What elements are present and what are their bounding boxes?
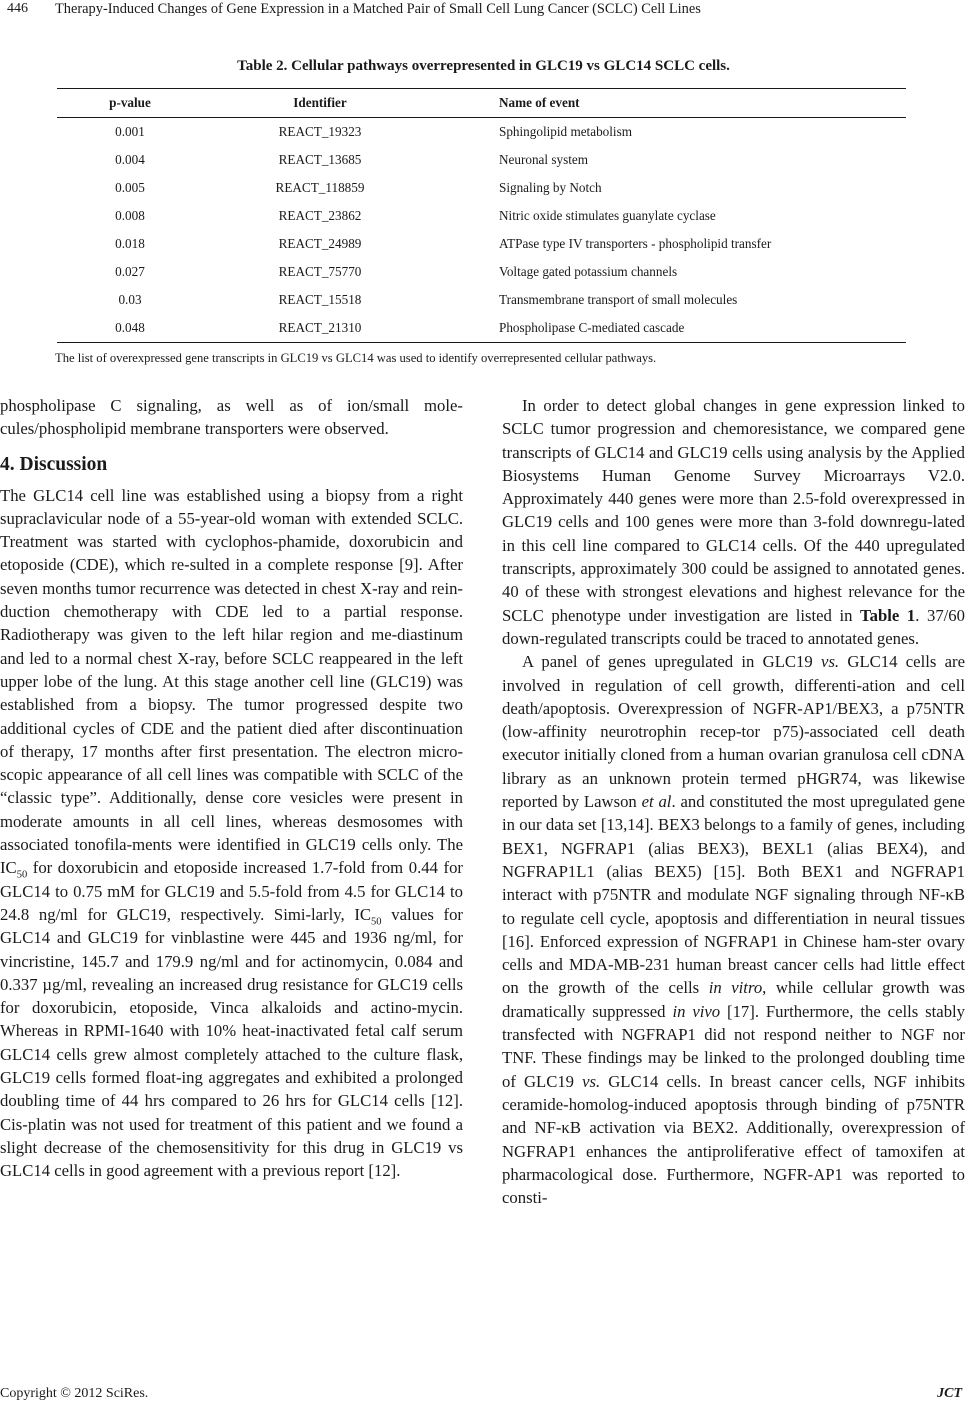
table-row (57, 146, 906, 174)
journal-footer: JCT (937, 1386, 962, 1401)
right-column (502, 394, 965, 1209)
cell-identifier: REACT_75770 (278, 264, 362, 279)
table-bottom-rule (57, 342, 906, 343)
column-header-identifier: Identifier (293, 95, 347, 110)
cell-identifier: REACT_19323 (278, 124, 362, 139)
cell-identifier: REACT_15518 (278, 292, 362, 307)
cell-p-value: 0.018 (115, 236, 145, 251)
text-run: GLC14 cells are involved in regulation of cell growth, differenti-ation and cell death/apoptosis. Overexpression of NGFR-AP1/BEX3, a p75NTR (low-affinity neurotrophin recep-tor p75)-associated cell death executor initially cloned from a human ovarian granulosa cell cDNA library as an unknown protein termed pHGR74, was likewise reported by Lawson (502, 652, 965, 812)
cell-event-name: ATPase type IV transporters - phospholipid transfer (499, 236, 772, 251)
table-note: The list of overexpressed gene transcripts in GLC19 vs GLC14 was used to identify overrepresented cellular pathways. (55, 351, 657, 365)
text-run: A panel of genes upregulated in GLC19 (522, 652, 822, 672)
left-column (0, 394, 463, 1183)
italic-text: in vitro (708, 978, 763, 998)
table-title: Table 2. Cellular pathways overrepresented in GLC19 vs GLC14 SCLC cells. (237, 58, 730, 74)
cell-identifier: REACT_13685 (278, 152, 362, 167)
running-title: Therapy-Induced Changes of Gene Expression in a Matched Pair of Small Cell Lung Cancer (SCLC) Cell Lines (55, 1, 701, 17)
italic-text: vs. (821, 652, 840, 672)
column-header-name-of-event: Name of event (499, 95, 580, 110)
cell-event-name: Transmembrane transport of small molecules (499, 292, 738, 307)
cell-identifier: REACT_23862 (278, 208, 362, 223)
text-run: In order to detect global changes in gene expression linked to SCLC tumor progression and chemoresistance, we compared gene transcripts of GLC14 and GLC19 cells using analysis by the Applied Biosystems Human Genome Survey Microarrays V2.0. Approximately 440 genes were more than 2.5-fold overexpressed in GLC19 cells and 100 genes were more than 3-fold downregu-lated in this cell line compared to GLC14 cells. Of the 440 upregulated transcripts, approximately 300 could be assigned to annotated genes. 40 of these with strongest elevations and highest relevance for the SCLC phenotype under investigation are listed in (502, 396, 965, 625)
text-run: for doxorubicin and etoposide increased 1.7-fold from 0.44 for GLC14 to 0.75 mM for GLC19 and 5.5-fold from 4.5 for GLC14 to 24.8 ng/ml for GLC19, respectively. Simi-larly, IC (0, 858, 463, 924)
cell-p-value: 0.005 (115, 180, 145, 195)
section-heading: 4. Discussion (0, 453, 108, 475)
cell-p-value: 0.004 (115, 152, 145, 167)
cell-event-name: Sphingolipid metabolism (499, 124, 632, 139)
cell-p-value: 0.027 (115, 264, 145, 279)
cell-identifier: REACT_118859 (275, 180, 365, 195)
subscript: 50 (16, 869, 28, 881)
italic-text: in vivo (672, 1001, 721, 1021)
pathways-table (57, 88, 906, 343)
table-row (57, 118, 906, 146)
table-reference: Table 1 (860, 605, 916, 625)
cell-p-value: 0.048 (115, 320, 145, 335)
column-header-p-value: p-value (109, 95, 151, 110)
paragraph (502, 650, 965, 1209)
cell-event-name: Neuronal system (499, 152, 588, 167)
page-header (0, 0, 967, 22)
cell-event-name: Voltage gated potassium channels (499, 264, 678, 279)
cell-p-value: 0.001 (115, 124, 145, 139)
text-run: . 37/60 down-regulated transcripts could be traced to annotated genes. (502, 605, 965, 648)
italic-text: et al (641, 792, 672, 812)
cell-identifier: REACT_21310 (278, 320, 362, 335)
paragraph (0, 484, 463, 1183)
cell-event-name: Signaling by Notch (499, 180, 602, 195)
cell-identifier: REACT_24989 (278, 236, 362, 251)
text-run: The GLC14 cell line was established using a biopsy from a right supraclavicular node of a 55-year-old woman with extended SCLC. Treatment was started with cyclophos-phamide, doxorubicin and etoposide (CDE), which re-sulted in a complete response [9]. After seven months tumor recurrence was detected in chest X-ray and rein-duction chemotherapy with CDE led to a partial response. Radiotherapy was given to the left hilar region and me-diastinum and led to a normal chest X-ray, before SCLC reappeared in the left upper lobe of the lung. At this stage another cell line (GLC19) was established from a biopsy. The tumor progressed despite two additional cycles of CDE and the patient died after discontinuation of therapy, 17 months after first presentation. The electron micro-scopic appearance of all cell lines was compatible with SCLC of the “classic type”. Additionally, dense core vesicles were present in moderate amounts in all cell lines, whereas desmosomes with associated tonofila-ments were identified in GLC19 cells only. The IC (0, 485, 463, 878)
page-number: 446 (7, 1, 28, 16)
text-run: . and constituted the most upregulated gene in our data set [13,14]. BEX3 belongs to a family of genes, including BEX1, NGFRAP1 (alias BEX3), BEXL1 (alias BEX4), and NGFRAP1L1 (alias BEX5) [15]. Both BEX1 and NGFRAP1 interact with p75NTR and modulate NGF signaling through NF-κB to regulate cell cycle, apoptosis and differentiation in neural tissues [16]. Enforced expression of NGFRAP1 in Chinese ham-ster ovary cells and MDA-MB-231 human breast cancer cells had little effect on the growth of the cells (502, 792, 965, 998)
text-run: [17]. Furthermore, the cells stably transfected with NGFRAP1 did not respond neither to NGF nor TNF. These findings may be linked to the prolonged doubling time of GLC19 (502, 1001, 966, 1091)
text-run: GLC14 cells. In breast cancer cells, NGF inhibits ceramide-homolog-induced apoptosis through binding of p75NTR and NF-κB activation via BEX2. Additionally, overexpression of NGFRAP1 enhances the antiproliferative effect of tamoxifen at pharmacological dose. Furthermore, NGFR-AP1 was reported to consti- (502, 1071, 966, 1208)
paragraph: phospholipase C signaling, as well as of ion/small mole-cules/phospholipid membrane transporters were observed. (0, 396, 463, 439)
table-row (57, 286, 906, 314)
text-run: , while cellular growth was dramatically suppressed (502, 978, 965, 1021)
subscript: 50 (371, 916, 382, 928)
cell-p-value: 0.03 (118, 292, 142, 307)
table-row (57, 230, 906, 258)
paragraph (502, 394, 965, 650)
text-run: values for GLC14 and GLC19 for vinblastine were 445 and 1936 ng/ml, for vincristine, 145.7 and 179.9 ng/ml and for actinomycin, 0.084 and 0.337 µg/ml, revealing an increased drug resistance for GLC19 cells for doxorubicin, etoposide, Vinca alkaloids and actino-mycin. Whereas in RPMI-1640 with 10% heat-inactivated fetal calf serum GLC14 cells grew almost completely attached to the culture flask, GLC19 cells formed float-ing aggregates and exhibited a prolonged doubling time of 44 hrs compared to 26 hrs for GLC14 cells [12]. Cis-platin was not used for treatment of this patient and we found a slight decrease of the chemosensitivity for this drug in GLC19 vs GLC14 cells in good agreement with a previous report [12]. (0, 904, 463, 1181)
table-header-row (57, 89, 906, 117)
cell-event-name: Nitric oxide stimulates guanylate cyclase (499, 208, 716, 223)
table-row (57, 258, 906, 286)
table-row (57, 174, 906, 202)
table-row (57, 202, 906, 230)
cell-p-value: 0.008 (115, 208, 145, 223)
table-row (57, 314, 906, 342)
italic-text: vs. (582, 1071, 601, 1091)
copyright-footer: Copyright © 2012 SciRes. (0, 1386, 149, 1401)
cell-event-name: Phospholipase C-mediated cascade (499, 320, 685, 335)
